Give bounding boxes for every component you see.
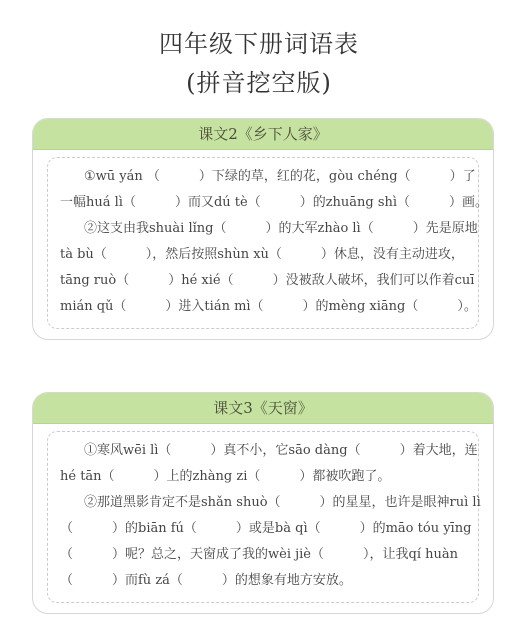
- exercise-line: mián qǔ（ ）进入tián mì（ ）的mèng xiāng（ ）。: [60, 299, 477, 314]
- exercise-line: ①wū yán （ ）下绿的草，红的花，gòu chéng（ ）了: [84, 169, 476, 184]
- page-subtitle: (拼音挖空版): [186, 69, 332, 97]
- exercise-line: （ ）的biān fú（ ）或是bà qì（ ）的māo tóu yīng: [60, 521, 472, 536]
- lesson-card-3: [32, 392, 494, 614]
- lesson-card-body: [47, 431, 479, 603]
- page-title: 四年级下册词语表: [159, 30, 359, 58]
- exercise-line: ②这支由我shuài lǐng（ ）的大军zhào lì（ ）先是原地: [84, 221, 478, 236]
- lesson-card-header: 课文3《天窗》: [33, 393, 493, 424]
- exercise-line: ①寒风wēi lì（ ）真不小，它sāo dàng（ ）着大地，连: [84, 443, 478, 458]
- exercise-line: tà bù（ ），然后按照shùn xù（ ）休息，没有主动进攻，: [60, 247, 464, 262]
- exercise-line: ②那道黑影肯定不是shǎn shuò（ ）的星星，也许是眼神ruì lì: [84, 495, 481, 510]
- lesson-card-body: [47, 157, 489, 329]
- exercise-line: （ ）而fù zá（ ）的想象有地方安放。: [60, 573, 352, 588]
- exercise-line: hé tān（ ）上的zhàng zi（ ）都被吹跑了。: [60, 469, 391, 484]
- lesson-card-header: 课文2《乡下人家》: [33, 119, 493, 150]
- exercise-line: tāng ruò（ ）hé xié（ ）没被敌人破坏，我们可以作着cuī: [60, 273, 475, 288]
- lesson-card-2: [32, 118, 494, 340]
- exercise-line: 一幅huá lì（ ）而又dú tè（ ）的zhuāng shì（ ）画。: [60, 195, 489, 210]
- exercise-line: （ ）呢？总之，天窗成了我的wèi jiè（ ），让我qí huàn: [60, 547, 458, 562]
